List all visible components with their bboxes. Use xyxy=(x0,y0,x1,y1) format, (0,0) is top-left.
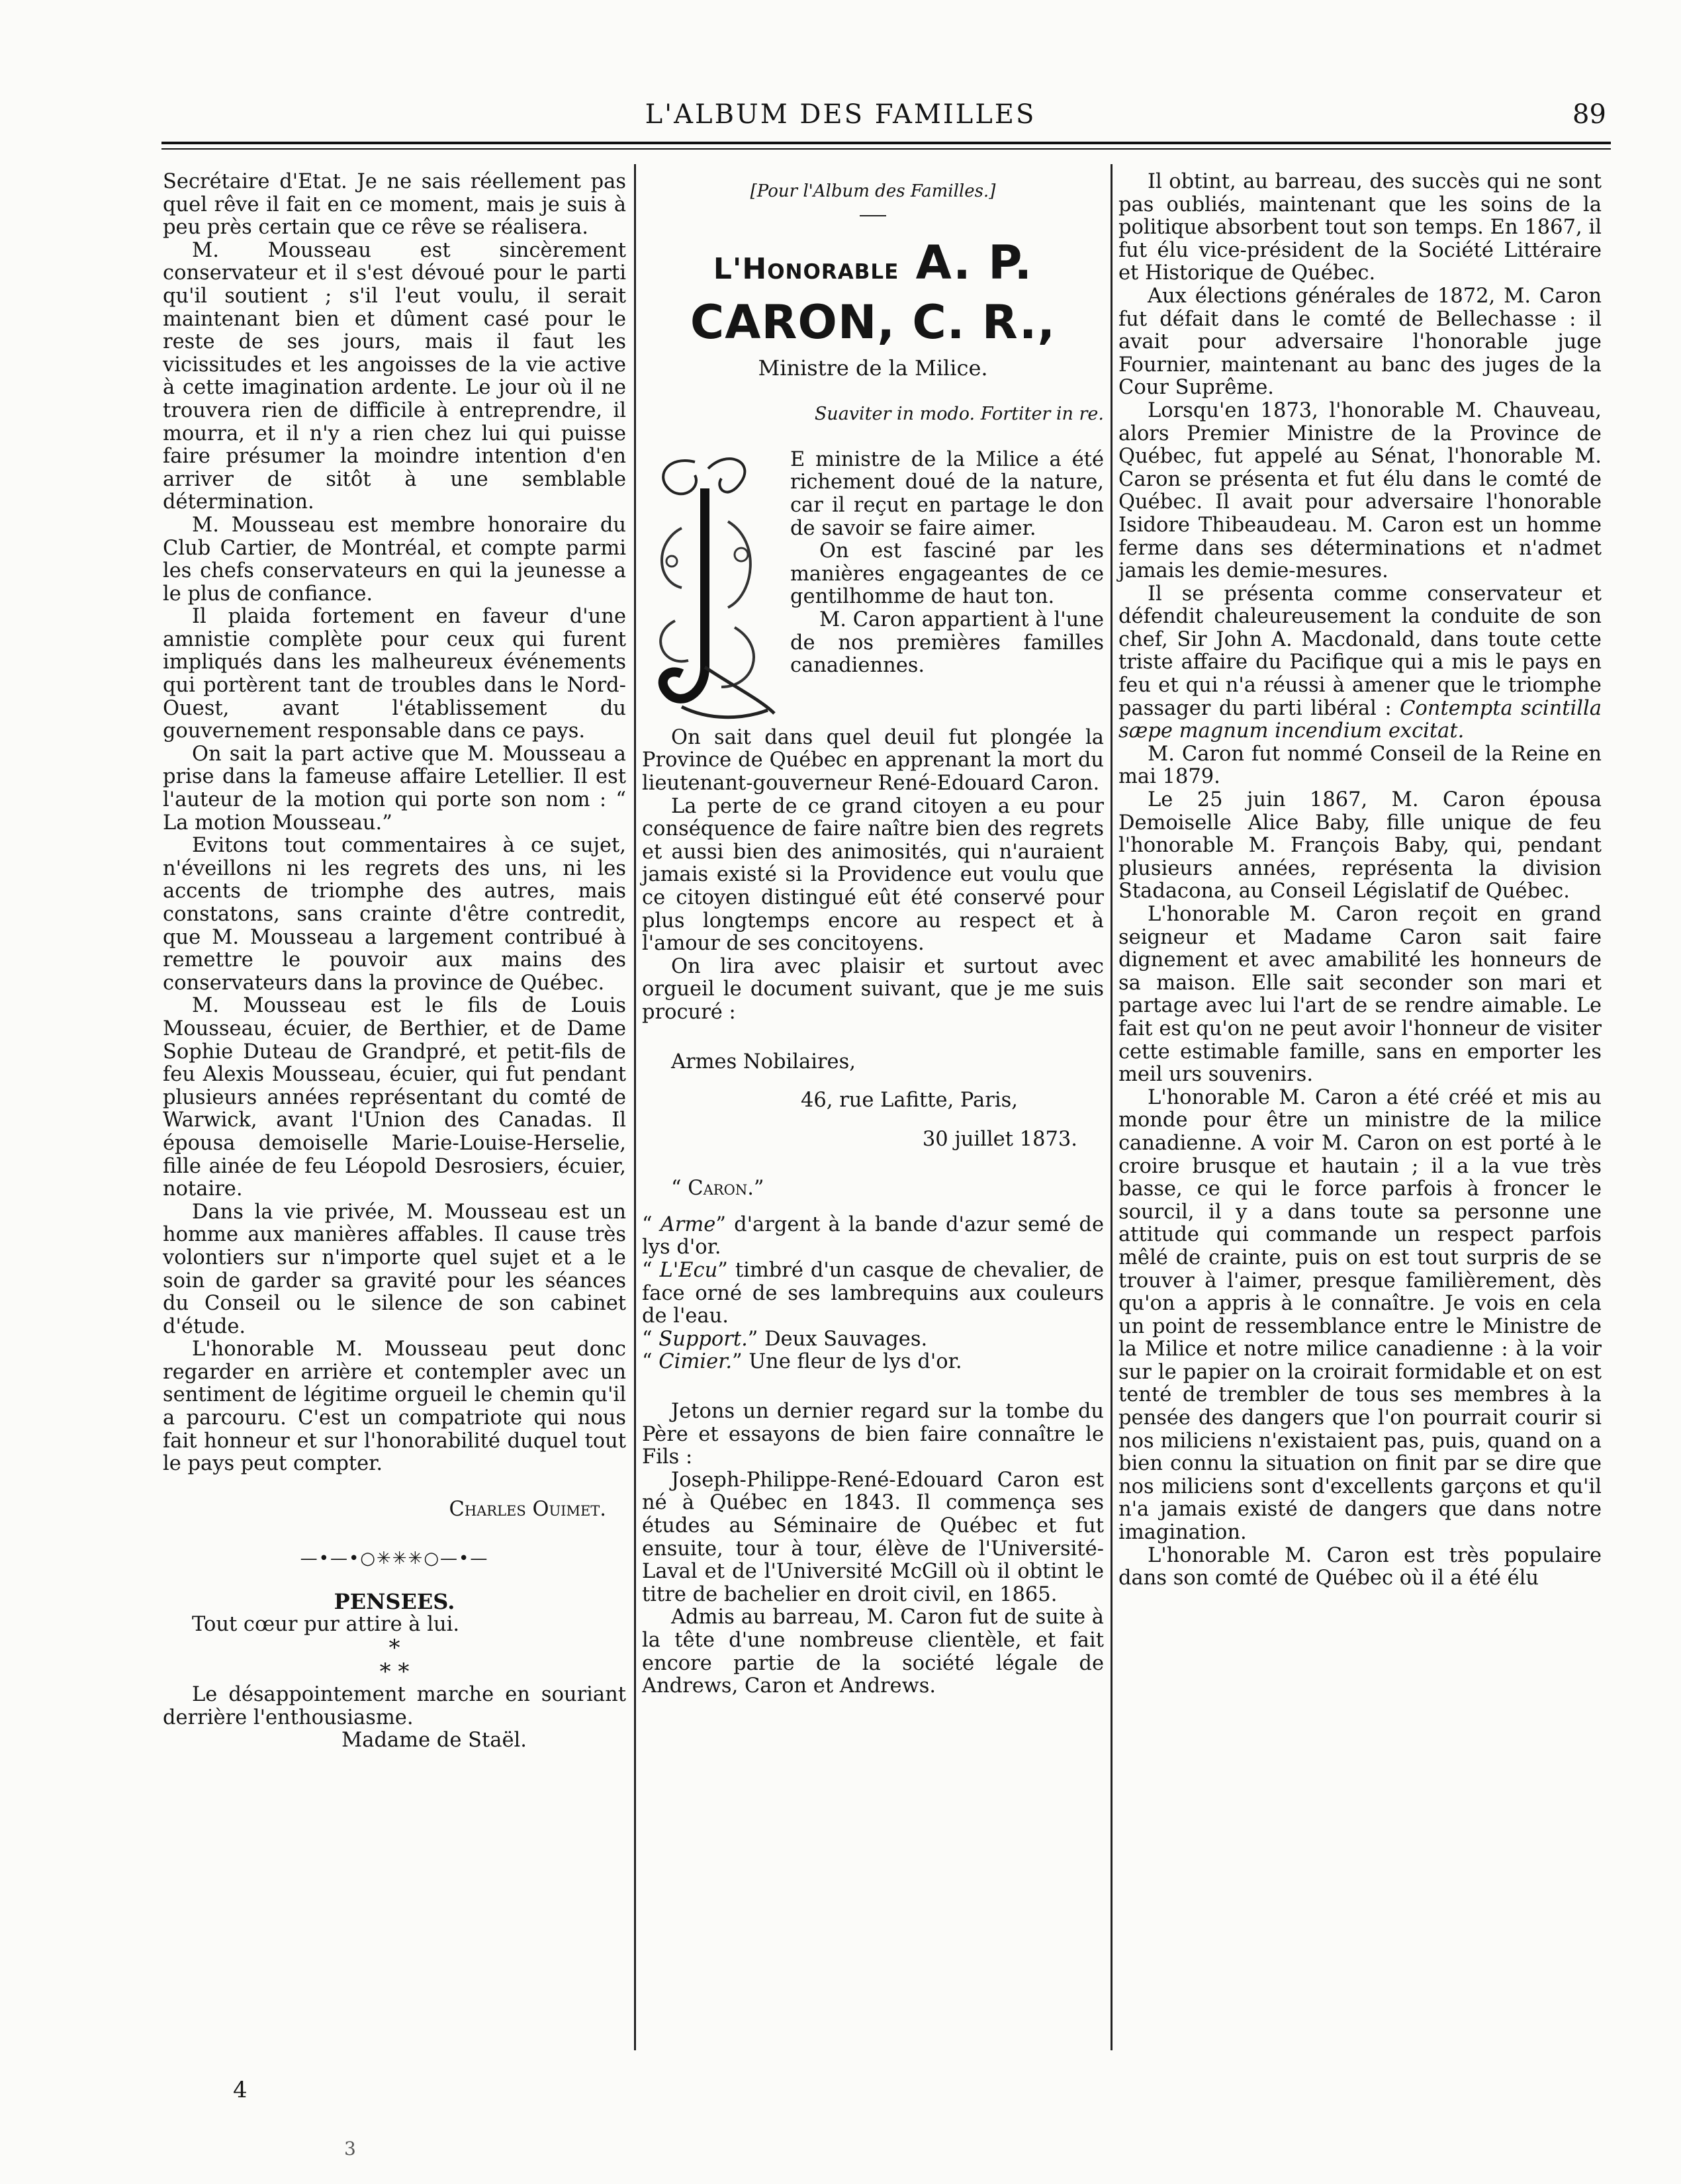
article-title xyxy=(642,236,1104,349)
paragraph: La perte de ce grand citoyen a eu pour conséquence de faire naître bien des regrets et aussi bien des animosités, qui n'auraient jamais existé si la Providence eut voulu que ce citoyen distingué eût été conservé pour plus longtemps encore au respect et à l'amour de ses concitoyens. xyxy=(642,794,1104,956)
paragraph: M. Mousseau est membre honoraire du Club Cartier, de Montréal, et compte parmi les chefs conservateurs en qui la jeunesse a le plus de confiance. xyxy=(163,513,626,606)
blazon-cimier: “ Cimier.” Une fleur de lys d'or. xyxy=(642,1350,962,1374)
running-header: L'ALBUM DES FAMILLES xyxy=(645,99,1036,130)
paragraph: Il obtint, au barreau, des succès qui ne sont pas oubliés, maintenant que les soins de la politique absorbent tout son temps. En 1867, il fut élu vice-président de la Société Littéraire et Historique de Québec. xyxy=(1118,170,1602,285)
page-number: 89 xyxy=(1572,99,1606,130)
paragraph xyxy=(1118,583,1602,743)
header-rule-thin xyxy=(161,148,1611,150)
paragraph: Admis au barreau, M. Caron fut de suite à la tête d'une nombreuse clientèle, et fait encore partie de la société légale de Andrews, Caron et Andrews. xyxy=(642,1606,1104,1698)
blazon-text: Une fleur de lys d'or. xyxy=(749,1350,962,1374)
paragraph: L'honorable M. Mousseau peut donc regarder en arrière et contempler avec un sentiment de légitime orgueil le chemin qu'il a parcouru. C'est un compatriote qui nous fait honneur et sur l'honorabilité duquel tout le pays peut compter. xyxy=(163,1338,626,1476)
source-note: [Pour l'Album des Familles.] xyxy=(750,181,996,201)
paragraph: On est fasciné par les manières engageantes de ce gentilhomme de haut ton. xyxy=(790,539,1104,609)
document-name: “ Caron.” xyxy=(671,1177,764,1201)
ornamental-dropcap-l-icon xyxy=(642,449,781,727)
paragraph: On sait dans quel deuil fut plongée la Province de Québec en apprenant la mort du lieutenant-gouverneur René-Edouard Caron. xyxy=(642,725,1104,795)
column-separator-1 xyxy=(634,164,636,2050)
paragraph: Le 25 juin 1867, M. Caron épousa Demoiselle Alice Baby, fille unique de feu l'honorable M. François Baby, qui, pendant plusieurs années, représenta la division Stadacona, au Conseil Législatif de Québec. xyxy=(1118,788,1602,903)
blazon-text: timbré d'un casque de chevalier, de face orné de ses lambrequins aux couleurs de l'eau. xyxy=(642,1259,1105,1328)
blazon-support: “ Support.” Deux Sauvages. xyxy=(642,1327,928,1351)
paragraph: Dans la vie privée, M. Mousseau est un homme aux manières affables. Il cause très volontiers sur n'importe quel sujet et a le soin de garder sa gravité pour les séances du Conseil ou le silence de son cabinet d'étude. xyxy=(163,1200,626,1338)
column-2 xyxy=(642,171,1104,1698)
pensee: Le désappointement marche en souriant derrière l'enthousiasme. xyxy=(163,1683,626,1729)
latin-quote: Contempta scintilla sæpe magnum incendium excitat. xyxy=(1118,696,1602,743)
paragraph: Aux élections générales de 1872, M. Caron fut défait dans le comté de Bellechasse : il avait pour adversaire l'honorable juge Fournier, maintenant au banc des juges de la Cour Suprême. xyxy=(1118,284,1602,400)
blazon-label: L'Ecu xyxy=(659,1259,718,1283)
paragraph: E ministre de la Milice a été richement doué de la nature, car il reçut en partage le don de savoir se faire aimer. xyxy=(790,447,1104,540)
paragraph: On lira avec plaisir et surtout avec orgueil le document suivant, que je me suis procuré : xyxy=(642,954,1104,1024)
motto: Suaviter in modo. Fortiter in re. xyxy=(814,404,1104,425)
paragraph: Joseph-Philippe-René-Edouard Caron est né à Québec en 1843. Il commença ses études au Séminaire de Québec et fut ensuite, tour à tour, élève de l'Université-Laval et de l'Université McGill où il obtint le titre de bachelier en droit civil, en 1865. xyxy=(642,1468,1104,1606)
short-rule xyxy=(860,215,886,216)
paragraph: Lorsqu'en 1873, l'honorable M. Chauveau, alors Premier Ministre de la Province de Québec, fut appelé au Sénat, l'honorable M. Caron se présenta et fut élu dans le comté de Québec. Il avait pour adversaire l'honorable Isidore Thibeaudeau. M. Caron est un homme ferme dans ses déterminations et n'admet jamais les demie-mesures. xyxy=(1118,398,1602,583)
paragraph: M. Mousseau est le fils de Louis Mousseau, écuier, de Berthier, et de Dame Sophie Duteau de Grandpré, et petit-fils de feu Alexis Mousseau, écuier, qui fut pendant plusieurs années représentant du comté de Warwick, avant l'Union des Canadas. Il épousa demoiselle Marie-Louise-Herselie, fille ainée de feu Léopold Desrosiers, écuier, notaire. xyxy=(163,994,626,1201)
paragraph: On sait la part active que M. Mousseau a prise dans la fameuse affaire Letellier. Il est l'auteur de la motion qui porte son nom : “ La motion Mousseau.” xyxy=(163,742,626,835)
paragraph-text: Il se présenta comme conservateur et défendit chaleureusement la conduite de son chef, Sir John A. Macdonald, dans toute cette triste affaire du Pacifique qui a mis le pays en feu et qui n'a réussi à amener que le triomphe passager du parti libéral : xyxy=(1118,582,1602,720)
section-title-pensees: PENSEES. xyxy=(334,1589,455,1615)
paragraph: M. Mousseau est sincèrement conservateur et il s'est dévoué pour le parti qu'il soutient ; s'il l'eut voulu, il serait maintenant bien et dûment casé pour le reste de ses jours, mais il faut les vicissitudes et les angoisses de la vie active à cette imagination ardente. Le jour où il ne trouvera rien de difficile à entreprendre, il mourra, et il n'y a rien chez lui qui puisse faire présumer la moindre intention d'en arriver de sitôt à une semblable détermination. xyxy=(163,238,626,514)
footer-mark: 4 xyxy=(233,2077,248,2103)
pensee-author: Madame de Staël. xyxy=(341,1729,527,1752)
paragraph: M. Caron fut nommé Conseil de la Reine en mai 1879. xyxy=(1118,742,1602,789)
blazon-label: Arme xyxy=(660,1212,716,1236)
paragraph: Il plaida fortement en faveur d'une amnistie complète pour ceux qui furent impliqués dans les malheureux événements qui portèrent tant de troubles dans le Nord-Ouest, avant l'établissement du gouvernement responsable dans ce pays. xyxy=(163,605,626,743)
column-separator-2 xyxy=(1111,164,1113,2050)
paragraph: L'honorable M. Caron est très populaire dans son comté de Québec où il a été élu xyxy=(1118,1543,1602,1590)
ornament-divider: —•—•○✳✳✳○—•— xyxy=(300,1549,489,1569)
article-title-name: A. P. CARON, C. R., xyxy=(690,235,1056,349)
document-date: 30 juillet 1873. xyxy=(922,1127,1077,1151)
blazon-label: Cimier. xyxy=(659,1350,733,1374)
pensee: Tout cœur pur attire à lui. xyxy=(192,1612,460,1636)
blazon-label: Support. xyxy=(659,1327,748,1351)
document-address: 46, rue Lafitte, Paris, xyxy=(801,1089,1018,1113)
blazon-text: d'argent à la bande d'azur semé de lys d'or. xyxy=(642,1212,1105,1259)
document-heading: Armes Nobilaires, xyxy=(671,1050,856,1073)
blazon-ecu: “ L'Ecu” timbré d'un casque de chevalier, de face orné de ses lambrequins aux couleurs de l'eau. xyxy=(642,1259,1105,1328)
asterism: * * * xyxy=(379,1635,410,1686)
paragraph: M. Caron appartient à l'une de nos premières familles canadiennes. xyxy=(790,608,1104,678)
paragraph: L'honorable M. Caron reçoit en grand seigneur et Madame Caron sait faire dignement et avec amabilité les honneurs de sa maison. Elle sait seconder son mari et partage avec lui l'art de se rendre aimable. Le fait est qu'on ne peut avoir l'honneur de visiter cette estimable famille, sans en emporter les meil urs souvenirs. xyxy=(1118,903,1602,1087)
blazon-text: Deux Sauvages. xyxy=(764,1327,928,1351)
author-signature: Charles Ouimet. xyxy=(449,1497,606,1521)
paragraph: Evitons tout commentaires à ce sujet, n'éveillons ni les regrets des uns, ni les accents de triomphe des autres, mais constatons, sans crainte d'être contredit, que M. Mousseau a largement contribué à remettre le pouvoir aux mains des conservateurs dans la province de Québec. xyxy=(163,834,626,995)
header-rule xyxy=(161,142,1611,144)
blazon-arme: “ Arme” d'argent à la bande d'azur semé de lys d'or. xyxy=(642,1212,1105,1259)
paragraph: Jetons un dernier regard sur la tombe du Père et essayons de bien faire connaître le Fils : xyxy=(642,1400,1104,1469)
column-1 xyxy=(163,171,626,1752)
paragraph: Secrétaire d'Etat. Je ne sais réellement pas quel rêve il fait en ce moment, mais je suis à peu près certain que ce rêve se réalisera. xyxy=(163,170,626,240)
paragraph: L'honorable M. Caron a été créé et mis au monde pour être un ministre de la milice canadienne. A voir M. Caron on est porté à le croire brusque et hautain ; il a la vue très basse, ce qui le force parfois à froncer le sourcil, il y a dans toute sa personne une attitude qui commande un respect parfois mêlé de crainte, puis on est tout surpris de se trouver à l'aimer, presque familièrement, dès qu'on a appris à le connaître. Je vois en cela un point de ressemblance entre le Ministre de la Milice et notre milice canadienne : à la voir sur le papier on la croirait formidable et on est tenté de trembler de tous ses membres à la pensée des dangers que l'on pourrait courir si nos miliciens n'existaient pas, puis, quand on a bien connu la situation on finit par se dire que nos miliciens sont d'excellents garçons et qu'il n'a jamais existé de dangers que dans notre imagination. xyxy=(1118,1085,1602,1545)
footer-mark: 3 xyxy=(344,2138,356,2160)
column-3 xyxy=(1118,171,1602,1590)
article-subtitle: Ministre de la Milice. xyxy=(758,355,988,381)
article-title-honorific: L'Honorable xyxy=(713,251,899,286)
